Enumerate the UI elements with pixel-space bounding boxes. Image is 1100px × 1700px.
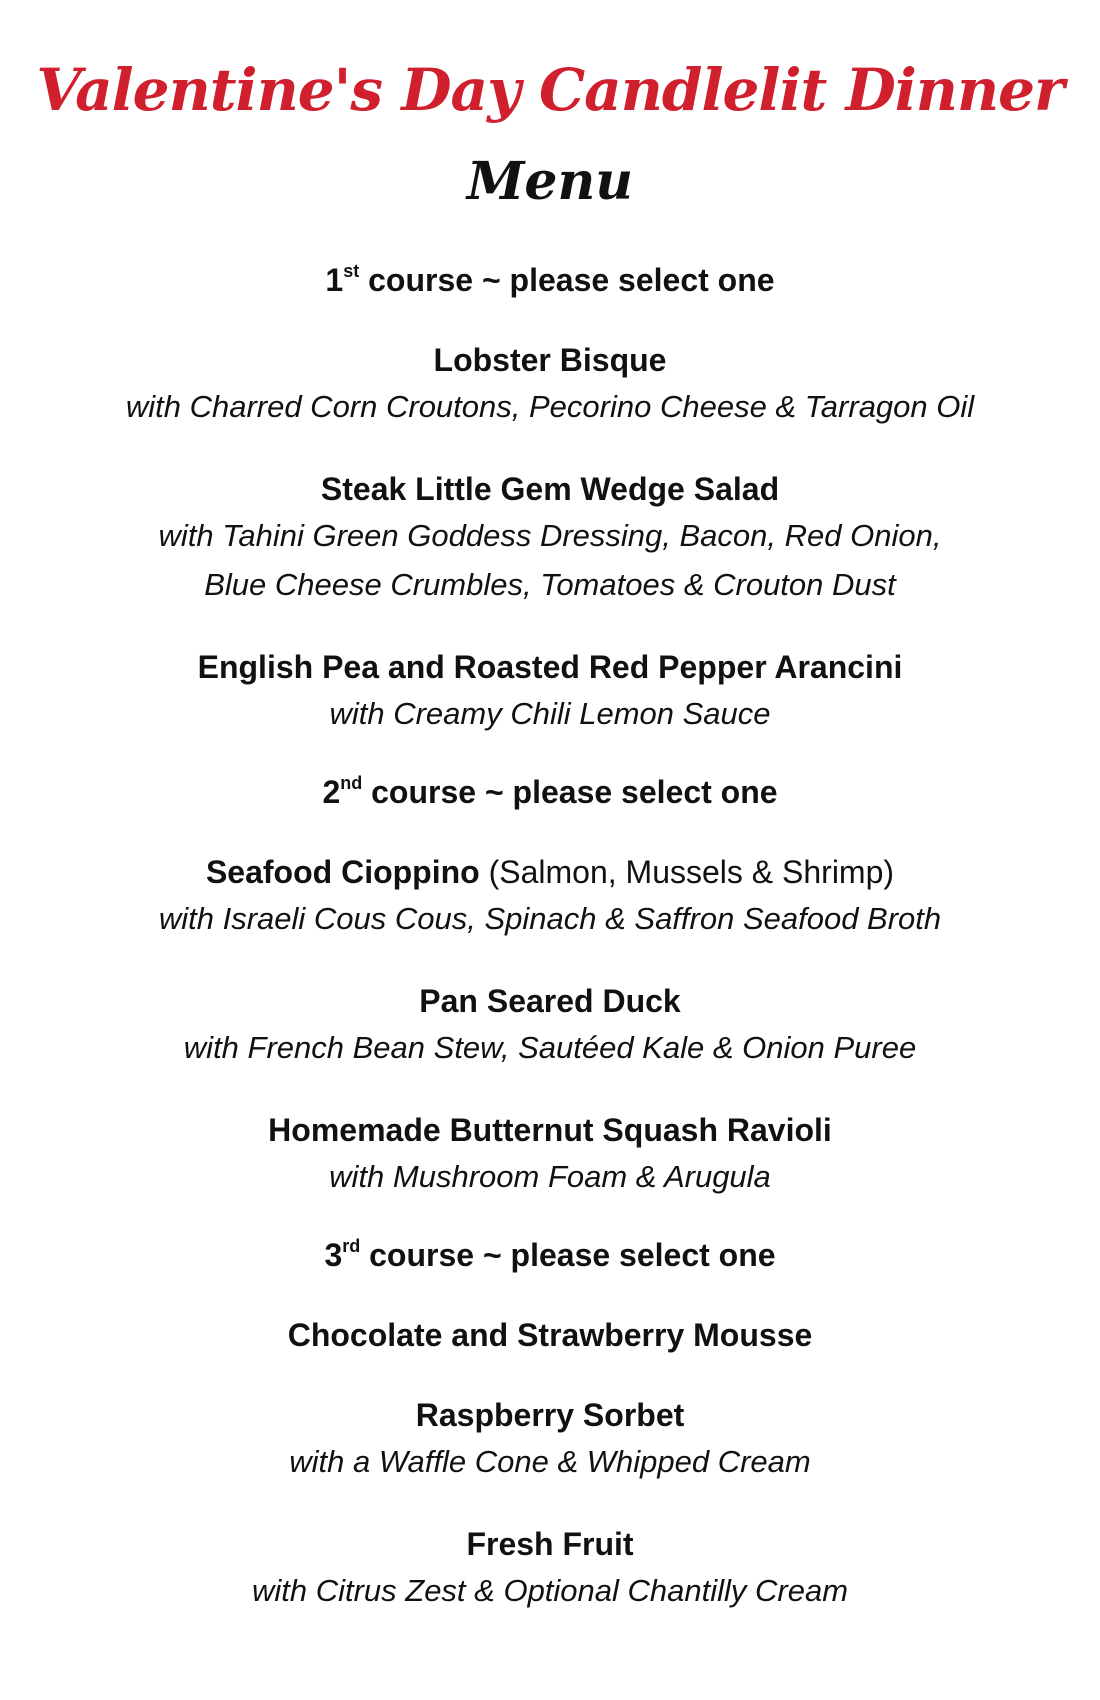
course-number: 3 <box>324 1237 343 1273</box>
course-heading-text: course ~ please select one <box>360 1237 776 1273</box>
menu-subtitle: Menu <box>466 151 634 212</box>
item-description: with Tahini Green Goddess Dressing, Bacon, Red Onion, <box>158 518 942 553</box>
item-description: with Citrus Zest & Optional Chantilly Cream <box>251 1573 849 1608</box>
menu-item <box>0 1108 1100 1201</box>
menu-item <box>0 850 1100 943</box>
item-name: Pan Seared Duck <box>419 983 681 1019</box>
item-name: English Pea and Roasted Red Pepper Arancini <box>197 649 903 685</box>
course-ordinal: nd <box>340 773 363 793</box>
item-name: Chocolate and Strawberry Mousse <box>287 1317 813 1353</box>
item-description: with Charred Corn Croutons, Pecorino Cheese & Tarragon Oil <box>125 389 975 424</box>
menu-item <box>0 338 1100 431</box>
item-name: Raspberry Sorbet <box>415 1397 685 1433</box>
menu-item <box>0 979 1100 1072</box>
item-description: with Mushroom Foam & Arugula <box>329 1159 771 1194</box>
course-heading-text: course ~ please select one <box>359 262 775 298</box>
course-1 <box>0 258 1100 738</box>
item-name-text: Seafood Cioppino <box>205 854 480 890</box>
item-name: Fresh Fruit <box>466 1526 634 1562</box>
item-name <box>0 850 1100 894</box>
menu-item <box>0 1393 1100 1486</box>
course-ordinal: rd <box>342 1236 361 1256</box>
item-description: with Israeli Cous Cous, Spinach & Saffron Seafood Broth <box>158 901 942 936</box>
course-number: 2 <box>322 774 341 810</box>
item-description: with a Waffle Cone & Whipped Cream <box>289 1444 811 1479</box>
course-heading-text: course ~ please select one <box>362 774 778 810</box>
course-3 <box>0 1233 1100 1615</box>
item-description: Blue Cheese Crumbles, Tomatoes & Crouton Dust <box>204 567 896 602</box>
course-heading <box>0 258 1100 302</box>
menu-item <box>0 1522 1100 1615</box>
course-ordinal: st <box>343 261 360 281</box>
course-number: 1 <box>325 262 344 298</box>
menu-item <box>0 645 1100 738</box>
menu-title: Valentine's Day Candlelit Dinner <box>36 56 1064 124</box>
item-name: Homemade Butternut Squash Ravioli <box>268 1112 832 1148</box>
item-name: Steak Little Gem Wedge Salad <box>320 471 780 507</box>
course-heading <box>0 1233 1100 1277</box>
item-description: with Creamy Chili Lemon Sauce <box>329 696 771 731</box>
item-name: Lobster Bisque <box>433 342 667 378</box>
course-heading <box>0 770 1100 814</box>
item-description: with French Bean Stew, Sautéed Kale & Onion Puree <box>183 1030 917 1065</box>
item-note: (Salmon, Mussels & Shrimp) <box>479 854 895 890</box>
course-2 <box>0 770 1100 1201</box>
menu-item <box>0 467 1100 609</box>
menu-item <box>0 1313 1100 1357</box>
